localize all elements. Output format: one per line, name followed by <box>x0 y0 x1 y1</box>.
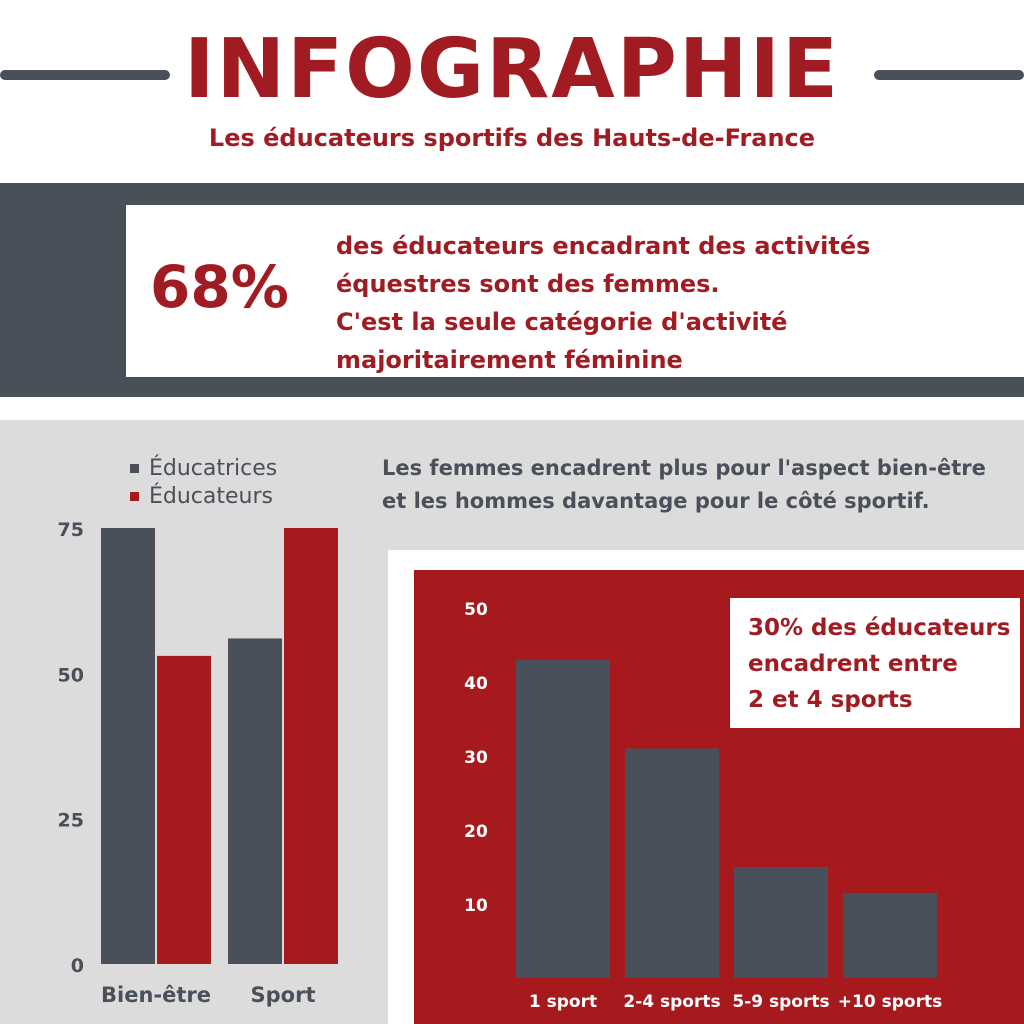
y-tick-label: 20 <box>464 822 488 842</box>
gender-bar-chart <box>0 510 380 1024</box>
highlight-card <box>126 205 1024 377</box>
legend-item-educatrices <box>130 454 277 482</box>
x-tick-label: Sport <box>250 983 316 1007</box>
legend-swatch-icon <box>130 492 139 501</box>
bar <box>625 749 719 978</box>
x-tick-label: Bien-être <box>101 983 211 1007</box>
page-subtitle: Les éducateurs sportifs des Hauts-de-France <box>208 124 816 152</box>
bar <box>101 528 155 964</box>
legend-label: Éducateurs <box>149 483 273 509</box>
highlight-line: majoritairement féminine <box>336 346 683 374</box>
page-title: INFOGRAPHIE <box>183 22 841 117</box>
highlight-line: C'est la seule catégorie d'activité <box>336 308 788 336</box>
x-tick-label: 2-4 sports <box>623 992 721 1012</box>
bar <box>157 656 211 964</box>
bar <box>284 528 338 964</box>
y-tick-label: 50 <box>57 664 84 687</box>
sports-callout <box>730 598 1020 728</box>
y-tick-label: 40 <box>464 674 488 694</box>
highlight-line: des éducateurs encadrant des activités <box>336 232 871 260</box>
callout-text <box>748 610 1020 718</box>
y-tick-label: 0 <box>70 955 84 977</box>
legend-swatch-icon <box>130 464 139 473</box>
highlight-value: 68% <box>150 253 289 321</box>
y-tick-label: 75 <box>57 519 84 541</box>
callout-line: encadrent entre <box>748 651 958 677</box>
highlight-band <box>0 183 1024 397</box>
highlight-text <box>336 227 996 379</box>
x-tick-label: 5-9 sports <box>732 992 830 1012</box>
callout-line: 30% des éducateurs <box>748 615 1011 641</box>
legend-label: Éducatrices <box>149 455 278 481</box>
y-tick-label: 50 <box>464 600 488 620</box>
highlight-line: équestres sont des femmes. <box>336 270 720 298</box>
bar <box>228 638 282 964</box>
chart-legend <box>130 454 277 510</box>
caption-line: Les femmes encadrent plus pour l'aspect bien-être <box>382 456 986 480</box>
y-tick-label: 30 <box>464 748 488 768</box>
comparison-caption <box>382 452 1022 518</box>
caption-line: et les hommes davantage pour le côté sportif. <box>382 489 930 513</box>
legend-item-educateurs <box>130 482 277 510</box>
x-tick-label: +10 sports <box>837 992 943 1012</box>
x-tick-label: 1 sport <box>528 992 598 1012</box>
bar <box>843 893 937 978</box>
y-tick-label: 10 <box>464 896 488 916</box>
bar <box>734 867 828 978</box>
callout-line: 2 et 4 sports <box>748 687 913 713</box>
header <box>0 0 1024 180</box>
y-tick-label: 25 <box>57 809 84 832</box>
bar <box>516 660 610 978</box>
